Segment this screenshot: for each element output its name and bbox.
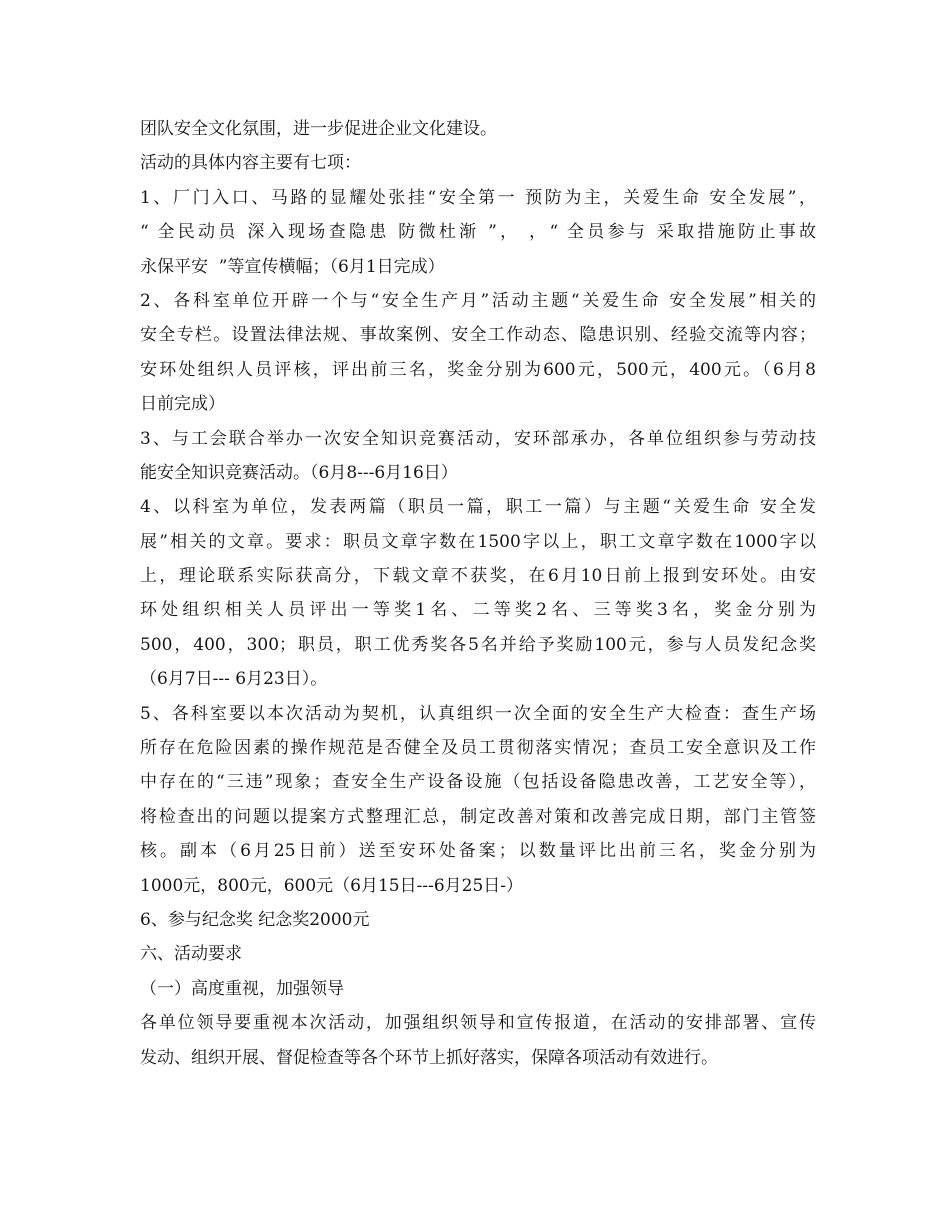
text-line: “ 全民动员 深入现场查隐患 防微杜渐 ”， ，“ 全员参与 采取措施防止事故 [140, 222, 816, 243]
text-line: 团队安全文化氛围，进一步促进企业文化建设。 [140, 119, 497, 139]
text-line: （6月7日--- 6月23日）。 [140, 669, 328, 690]
text-line: 日前完成） [140, 394, 225, 415]
document-body [140, 112, 816, 1075]
subsection-heading: （一）高度重视，加强领导 [140, 978, 344, 999]
text-line: 6、参与纪念奖 纪念奖2000元 [140, 909, 370, 930]
text-line: 发动、组织开展、督促检查等各个环节上抓好落实，保障各项活动有效进行。 [140, 1047, 718, 1068]
text-line: 所存在危险因素的操作规范是否健全及员工贯彻落实情况；查员工安全意识及工作 [140, 738, 816, 759]
text-line: 1、厂门入口、马路的显耀处张挂“安全第一 预防为主，关爱生命 安全发展”， [140, 187, 816, 208]
text-line: 环处组织相关人员评出一等奖1名、二等奖2名、三等奖3名，奖金分别为 [140, 600, 816, 621]
text-line: 展”相关的文章。要求：职员文章字数在1500字以上，职工文章字数在1000字以 [140, 531, 816, 552]
text-line: 2、各科室单位开辟一个与“安全生产月”活动主题“关爱生命 安全发展”相关的 [140, 290, 816, 311]
text-line: 5、各科室要以本次活动为契机，认真组织一次全面的安全生产大检查：查生产场 [140, 703, 816, 724]
text-line: 活动的具体内容主要有七项： [140, 153, 361, 174]
text-line: 安全专栏。设置法律法规、事故案例、安全工作动态、隐患识别、经验交流等内容； [140, 325, 816, 346]
text-line: 1000元，800元，600元（6月15日---6月25日-） [140, 875, 524, 896]
text-line: 上，理论联系实际获高分，下载文章不获奖，在6月10日前上报到安环处。由安 [140, 566, 816, 587]
text-line: 中存在的“三违”现象；查安全生产设备设施（包括设备隐患改善，工艺安全等）， [140, 772, 816, 793]
text-line: 将检查出的问题以提案方式整理汇总，制定改善对策和改善完成日期，部门主管签 [140, 806, 816, 827]
text-line: 500，400，300；职员，职工优秀奖各5名并给予奖励100元，参与人员发纪念奖 [140, 634, 816, 655]
text-line: 4、以科室为单位，发表两篇（职员一篇，职工一篇）与主题“关爱生命 安全发 [140, 497, 816, 518]
text-line: 核。副本（6月25日前）送至安环处备案；以数量评比出前三名，奖金分别为 [140, 841, 816, 862]
section-heading: 六、活动要求 [140, 944, 242, 965]
text-line: 永保平安 ”等宣传横幅；（6月1日完成） [140, 256, 445, 277]
text-line: 3、与工会联合举办一次安全知识竞赛活动，安环部承办，各单位组织参与劳动技 [140, 428, 816, 449]
text-line: 各单位领导要重视本次活动，加强组织领导和宣传报道，在活动的安排部署、宣传 [140, 1013, 816, 1034]
text-line: 能安全知识竞赛活动。（6月8---6月16日） [140, 462, 458, 483]
text-line: 安环处组织人员评核，评出前三名，奖金分别为600元，500元，400元。（6月8 [140, 359, 816, 380]
